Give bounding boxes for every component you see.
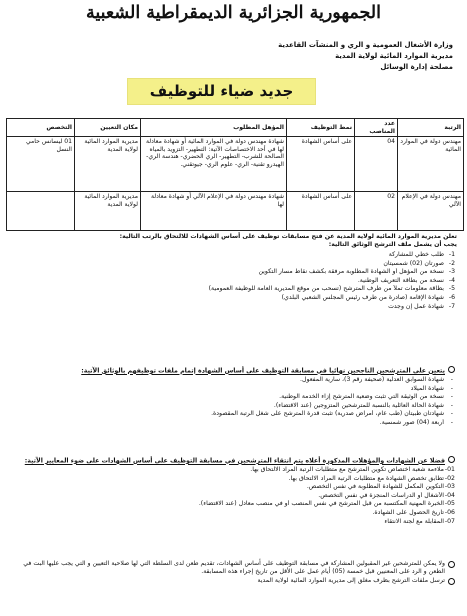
- footer-notes: [10, 560, 455, 585]
- final-docs-list: [10, 376, 455, 428]
- list-item: 6- شهادة الإقامة (صادرة من طرف رئيس المجلس الشعبي البلدي): [281, 293, 455, 301]
- list-item: - أربعة (04) صور شمسية.: [10, 419, 455, 428]
- col-location: مكان التعيين: [75, 119, 141, 137]
- cell-specialty: 01 ليسانس حامي النسل: [7, 137, 75, 192]
- application-docs-list: [10, 251, 455, 311]
- footer-note: ترسل ملفات الترشح بظرف مغلق إلى مديرية الموارد المائية لولاية المدية: [10, 577, 455, 585]
- list-item: 7- شهادة عمل إن وجدت: [388, 302, 455, 310]
- list-item: 04- الأشغال أو الدراسات المنجزة في نفس التخصص.: [318, 491, 455, 499]
- cell-location: مديرية الموارد المائية لولاية المدية: [75, 137, 141, 192]
- list-item: - شهادتان طبيتان (طب عام، أمراض صدرية) تثبت قدرة المترشح على شغل الرتبة المقصودة.: [10, 410, 455, 419]
- intro-line: تعلن مديرية الموارد المائية لولاية المدية عن فتح مسابقات توظيف على أساس الشهادات للالتحاق بالرتب التالية:: [119, 233, 457, 240]
- list-item: 4- نسخة من بطاقة التعريف الوطنية.: [357, 276, 455, 284]
- application-docs-section: [10, 251, 455, 311]
- col-qualification: المؤهل المطلوب: [141, 119, 287, 137]
- footer-note: ولا يمكن للمترشحين غير المقبولين المشاركة في مسابقة التوظيف على أساس الشهادات، تقديم طعن لدى السلطة التي لها صلاحية التعيين و التي يجب عليها البت في الطعن و الرد على المعنيين قبل خمسة (05) أيام عمل على الأقل من تاريخ إجراء هذه المسابقة.: [10, 560, 455, 577]
- criteria-list: [10, 466, 455, 526]
- cell-mode: على أساس الشهادة: [287, 192, 355, 231]
- ministry-name: وزارة الأشغال العمومية و الري و المنشآت القاعدية: [278, 41, 453, 49]
- col-rank: الرتبة: [398, 119, 464, 137]
- list-item: 3- نسخة من المؤهل أو الشهادة المطلوبة مرفقة بكشف نقاط مسار التكوين: [258, 268, 455, 276]
- col-posts: عدد المناصب: [355, 119, 398, 137]
- list-item: 03- التكوين المكمل للشهادة المطلوبة في نفس التخصص.: [306, 483, 455, 491]
- recruitment-banner: جديد ضياء للتوظيف: [127, 78, 316, 105]
- department-name: مصلحة إدارة الوسائل: [380, 63, 453, 71]
- list-item: 02- تطابق تخصص الشهادة مع متطلبات الرتبة المراد الالتحاق بها.: [288, 474, 455, 482]
- bullet-circle-icon: [448, 366, 455, 373]
- cell-qualification: شهادة مهندس دولة في الموارد المائية أو شهادة معادلة لها في أحد الاختصاصات الآتية: التطهير- التزويد بالمياه الصالحة للشرب- التطهير- الري الحضري- هندسة الري- الهيدرو تقنية- الري- علوم الري- جيوتقني.: [141, 137, 287, 192]
- table-row: [7, 192, 464, 231]
- list-item: - نسخة من الوثيقة التي تثبت وضعية المترشح إزاء الخدمة الوطنية.: [10, 393, 455, 402]
- cell-qualification: شهادة مهندس دولة في الإعلام الآلي أو شهادة معادلة لها: [141, 192, 287, 231]
- selection-criteria-section: [10, 456, 455, 526]
- list-item: 5- بطاقة معلومات تملأ من طرف المترشح (تسحب من موقع المديرية العامة للوظيفة العمومية): [208, 285, 455, 293]
- table-header-row: [7, 119, 464, 137]
- intro-paragraph: [10, 233, 457, 249]
- list-item: 07- المقابلة مع لجنة الانتقاء: [384, 517, 455, 525]
- cell-specialty: [7, 192, 75, 231]
- cell-rank: مهندس دولة في الإعلام الآلي: [398, 192, 464, 231]
- col-specialty: التخصص: [7, 119, 75, 137]
- final-docs-title: يتعين على المترشحين الناجحين نهائيا في مسابقة التوظيف على أساس الشهادة إتمام ملفات توظيفهم بالوثائق الآتية:: [10, 366, 455, 376]
- table-row: [7, 137, 464, 192]
- col-mode: نمط التوظيف: [287, 119, 355, 137]
- bullet-circle-icon: [448, 578, 455, 585]
- directorate-name: مديرية الموارد المائية لولاية المدية: [335, 52, 453, 60]
- cell-mode: على أساس الشهادة: [287, 137, 355, 192]
- list-item: 01- ملاءمة شعبة اختصاص تكوين المترشح مع متطلبات الرتبة المراد الالتحاق بها.: [250, 466, 455, 473]
- list-item: 06- تاريخ الحصول على الشهادة.: [372, 508, 455, 516]
- cell-posts: 02: [355, 192, 398, 231]
- cell-rank: مهندس دولة في الموارد المائية: [398, 137, 464, 192]
- list-item: - شهادة السوابق العدلية (صحيفة رقم 3)، سارية المفعول.: [10, 376, 455, 385]
- final-docs-section: [10, 366, 455, 428]
- list-item: - شهادة الميلاد: [10, 385, 455, 394]
- cell-location: مديرية الموارد المائية لولاية المدية: [75, 192, 141, 231]
- list-item: 2- صورتان (02) شمسيتان: [383, 259, 455, 267]
- positions-table: [6, 118, 464, 231]
- list-item: 1- طلب خطي للمشاركة: [388, 251, 455, 258]
- list-item: - شهادة الحالة العائلية بالنسبة للمترشحين المتزوجين (عند الاقتضاء).: [10, 402, 455, 411]
- list-item: 05- الخبرة المهنية المكتسبة من قبل المترشح في نفس المنصب أو في منصب معادل (عند الاقتضاء).: [198, 500, 455, 508]
- bullet-circle-icon: [448, 561, 455, 568]
- intro-line: يجب أن يشمل ملف الترشح الوثائق التالية:: [328, 241, 457, 248]
- cell-posts: 04: [355, 137, 398, 192]
- bullet-circle-icon: [448, 456, 455, 463]
- criteria-title: فضلا عن الشهادات والمؤهلات المذكورة أعلاه يتم انتقاء المترشحين في مسابقة التوظيف على أساس الشهادات على ضوء المعايير الآتية:: [10, 456, 455, 466]
- republic-title: الجمهورية الجزائرية الديمقراطية الشعبية: [85, 3, 381, 23]
